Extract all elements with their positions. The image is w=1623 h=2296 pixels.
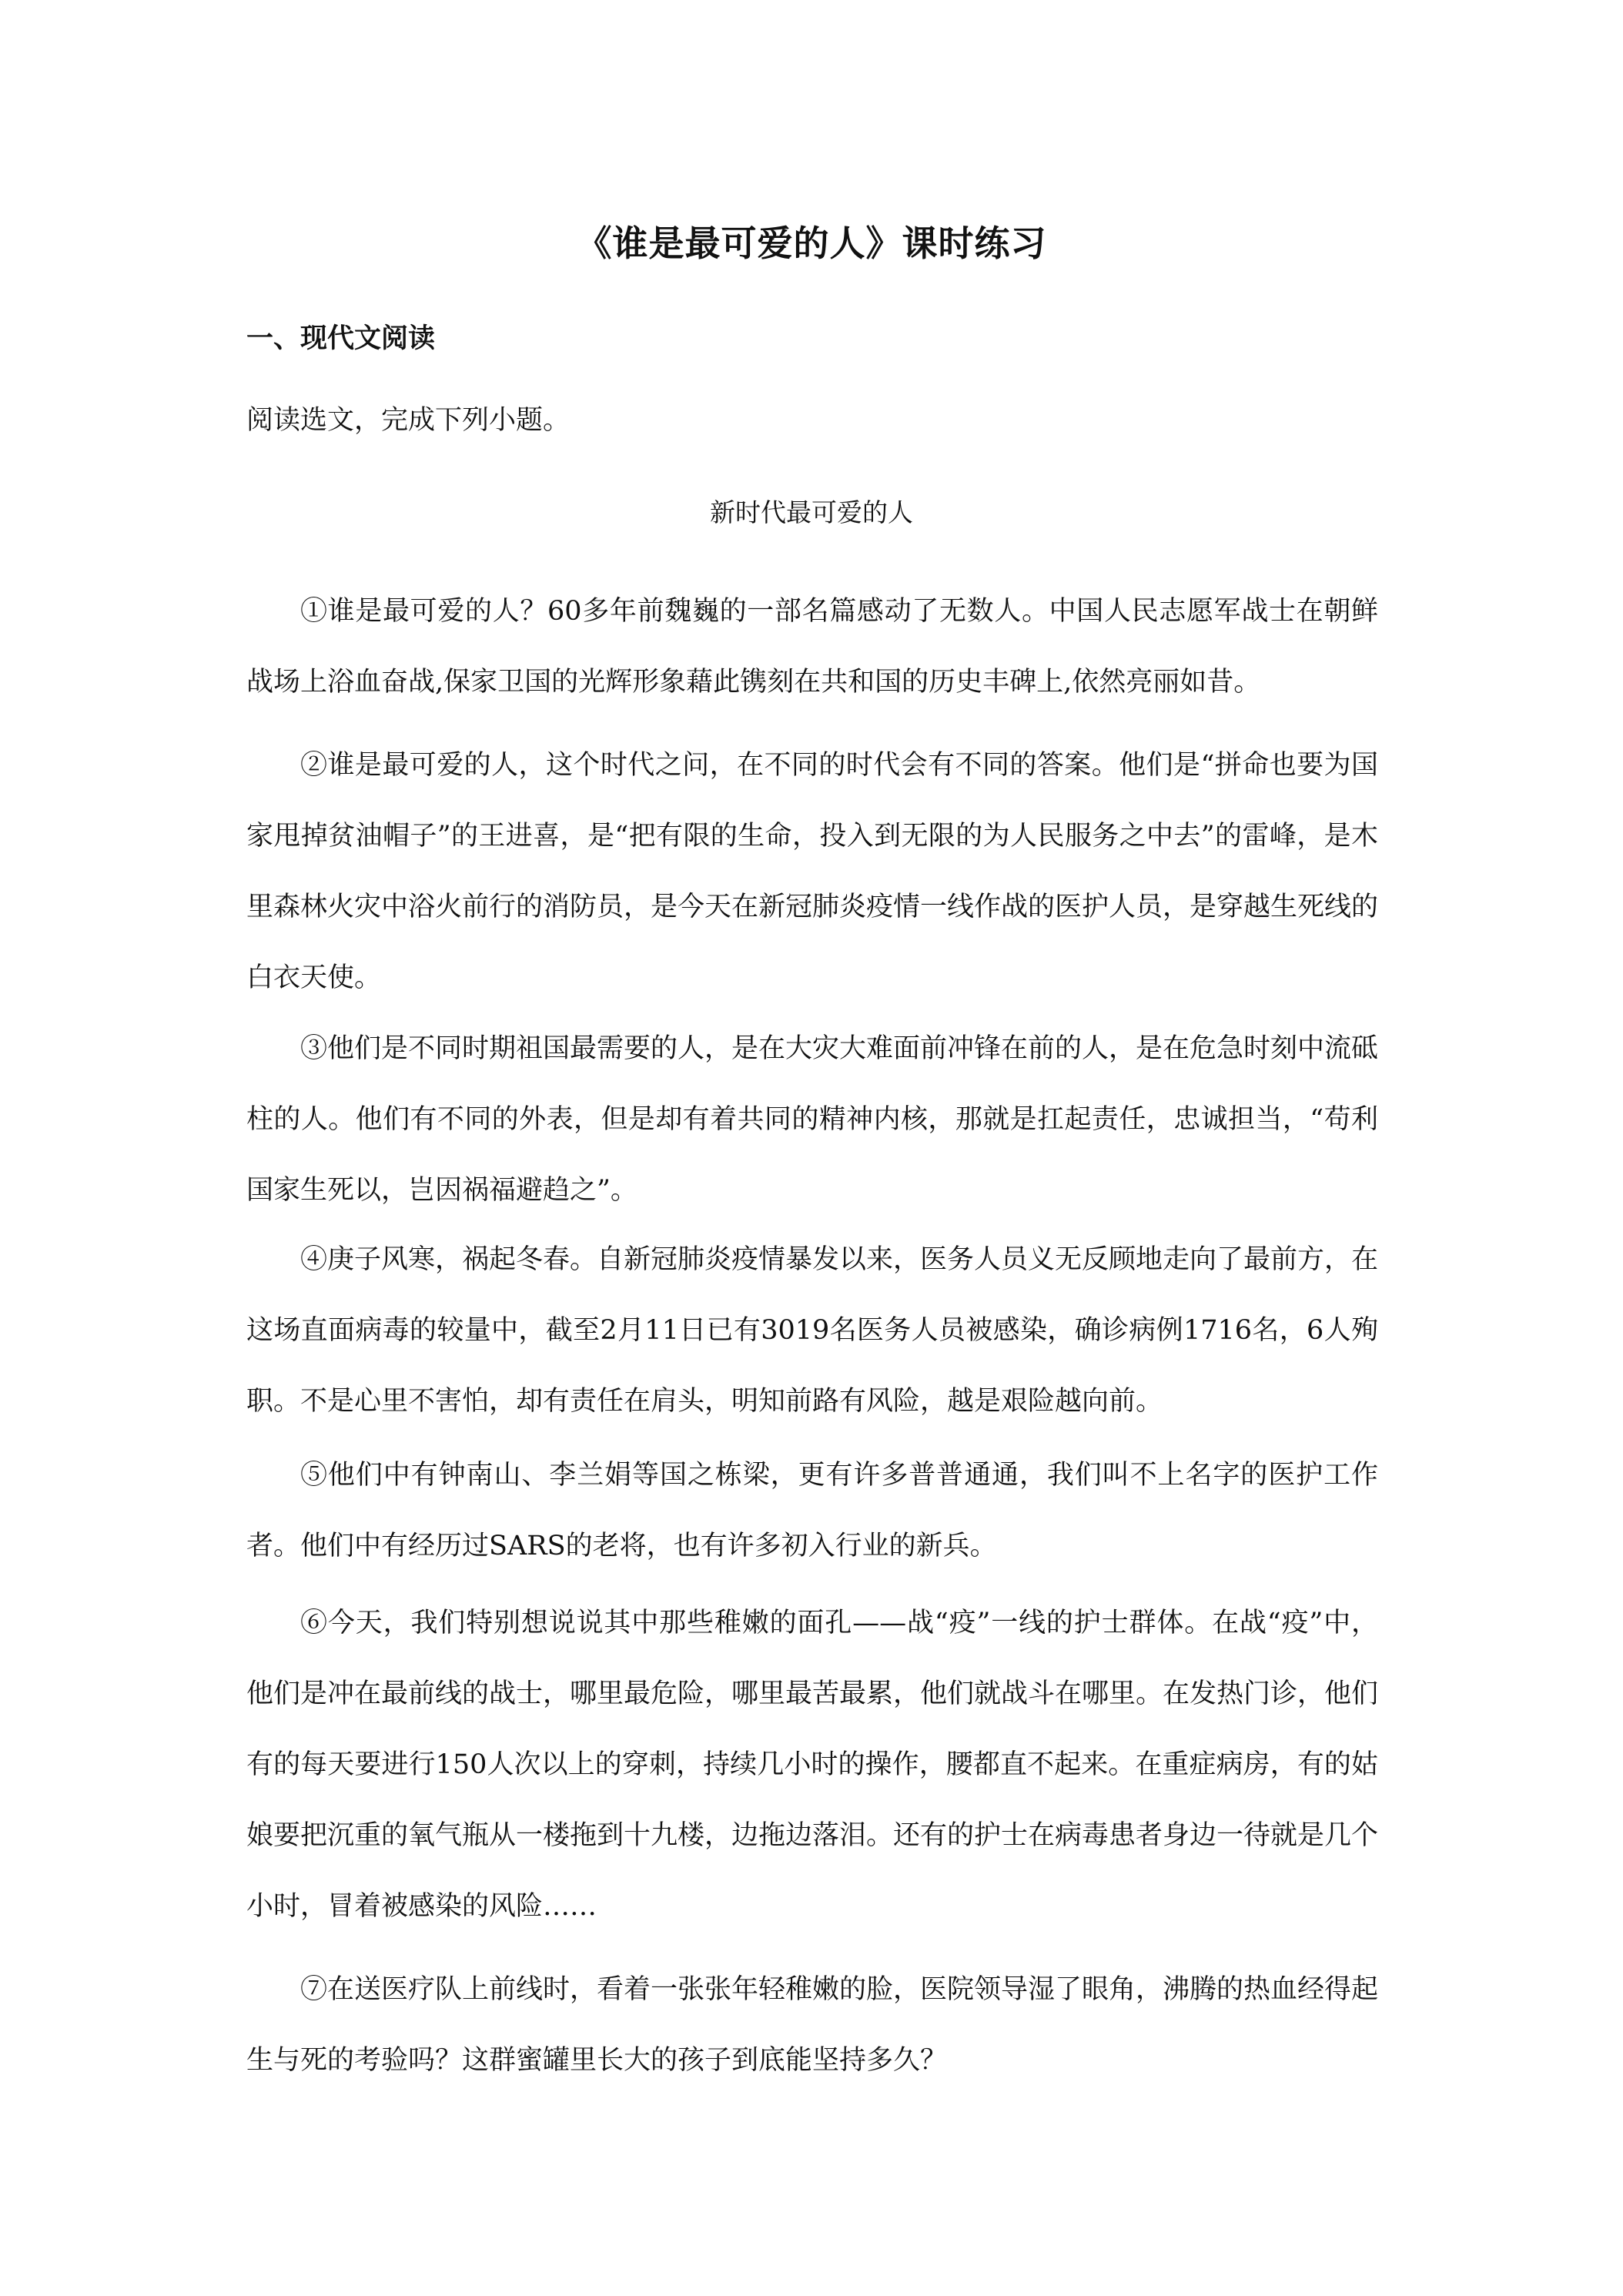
- paragraph-6: ⑥今天，我们特别想说说其中那些稚嫩的面孔——战“疫”一线的护士群体。在战“疫”中，他们是冲在最前线的战士，哪里最危险，哪里最苦最累，他们就战斗在哪里。在发热门诊，他们有的每天要进行150人次以上的穿刺，持续几小时的操作，腰都直不起来。在重症病房，有的姑娘要把沉重的氧气瓶从一楼拖到十九楼，边拖边落泪。还有的护士在病毒患者身边一待就是几个小时，冒着被感染的风险……: [246, 1608, 1379, 1922]
- article-title: 新时代最可爱的人: [710, 497, 913, 527]
- paragraph-4: ④庚子风寒，祸起冬春。自新冠肺炎疫情暴发以来，医务人员义无反顾地走向了最前方，在这场直面病毒的较量中，截至2月11日已有3019名医务人员被感染，确诊病例1716名，6人殉职。不是心里不害怕，却有责任在肩头，明知前路有风险，越是艰险越向前。: [246, 1244, 1379, 1417]
- section-heading: 一、现代文阅读: [246, 323, 436, 354]
- paragraph-2: ②谁是最可爱的人，这个时代之问，在不同的时代会有不同的答案。他们是“拼命也要为国家甩掉贫油帽子”的王进喜，是“把有限的生命，投入到无限的为人民服务之中去”的雷峰，是木里森林火灾中浴火前行的消防员，是今天在新冠肺炎疫情一线作战的医护人员，是穿越生死线的白衣天使。: [246, 750, 1379, 993]
- paragraph-1: ①谁是最可爱的人？60多年前魏巍的一部名篇感动了无数人。中国人民志愿军战士在朝鲜战场上浴血奋战,保家卫国的光辉形象藉此镌刻在共和国的历史丰碑上,依然亮丽如昔。: [246, 596, 1378, 698]
- paragraph-7: ⑦在送医疗队上前线时，看着一张张年轻稚嫩的脸，医院领导湿了眼角，沸腾的热血经得起生与死的考验吗？这群蜜罐里长大的孩子到底能坚持多久？: [246, 1974, 1379, 2076]
- reading-instruction: 阅读选文，完成下列小题。: [246, 405, 571, 436]
- paragraph-3: ③他们是不同时期祖国最需要的人，是在大灾大难面前冲锋在前的人，是在危急时刻中流砥柱的人。他们有不同的外表，但是却有着共同的精神内核，那就是扛起责任，忠诚担当，“苟利国家生死以，岂因祸福避趋之”。: [246, 1033, 1379, 1206]
- page-title: 《谁是最可爱的人》课时练习: [576, 223, 1047, 264]
- paragraph-5: ⑤他们中有钟南山、李兰娟等国之栋梁，更有许多普普通通，我们叫不上名字的医护工作者。他们中有经历过SARS的老将，也有许多初入行业的新兵。: [246, 1460, 1378, 1561]
